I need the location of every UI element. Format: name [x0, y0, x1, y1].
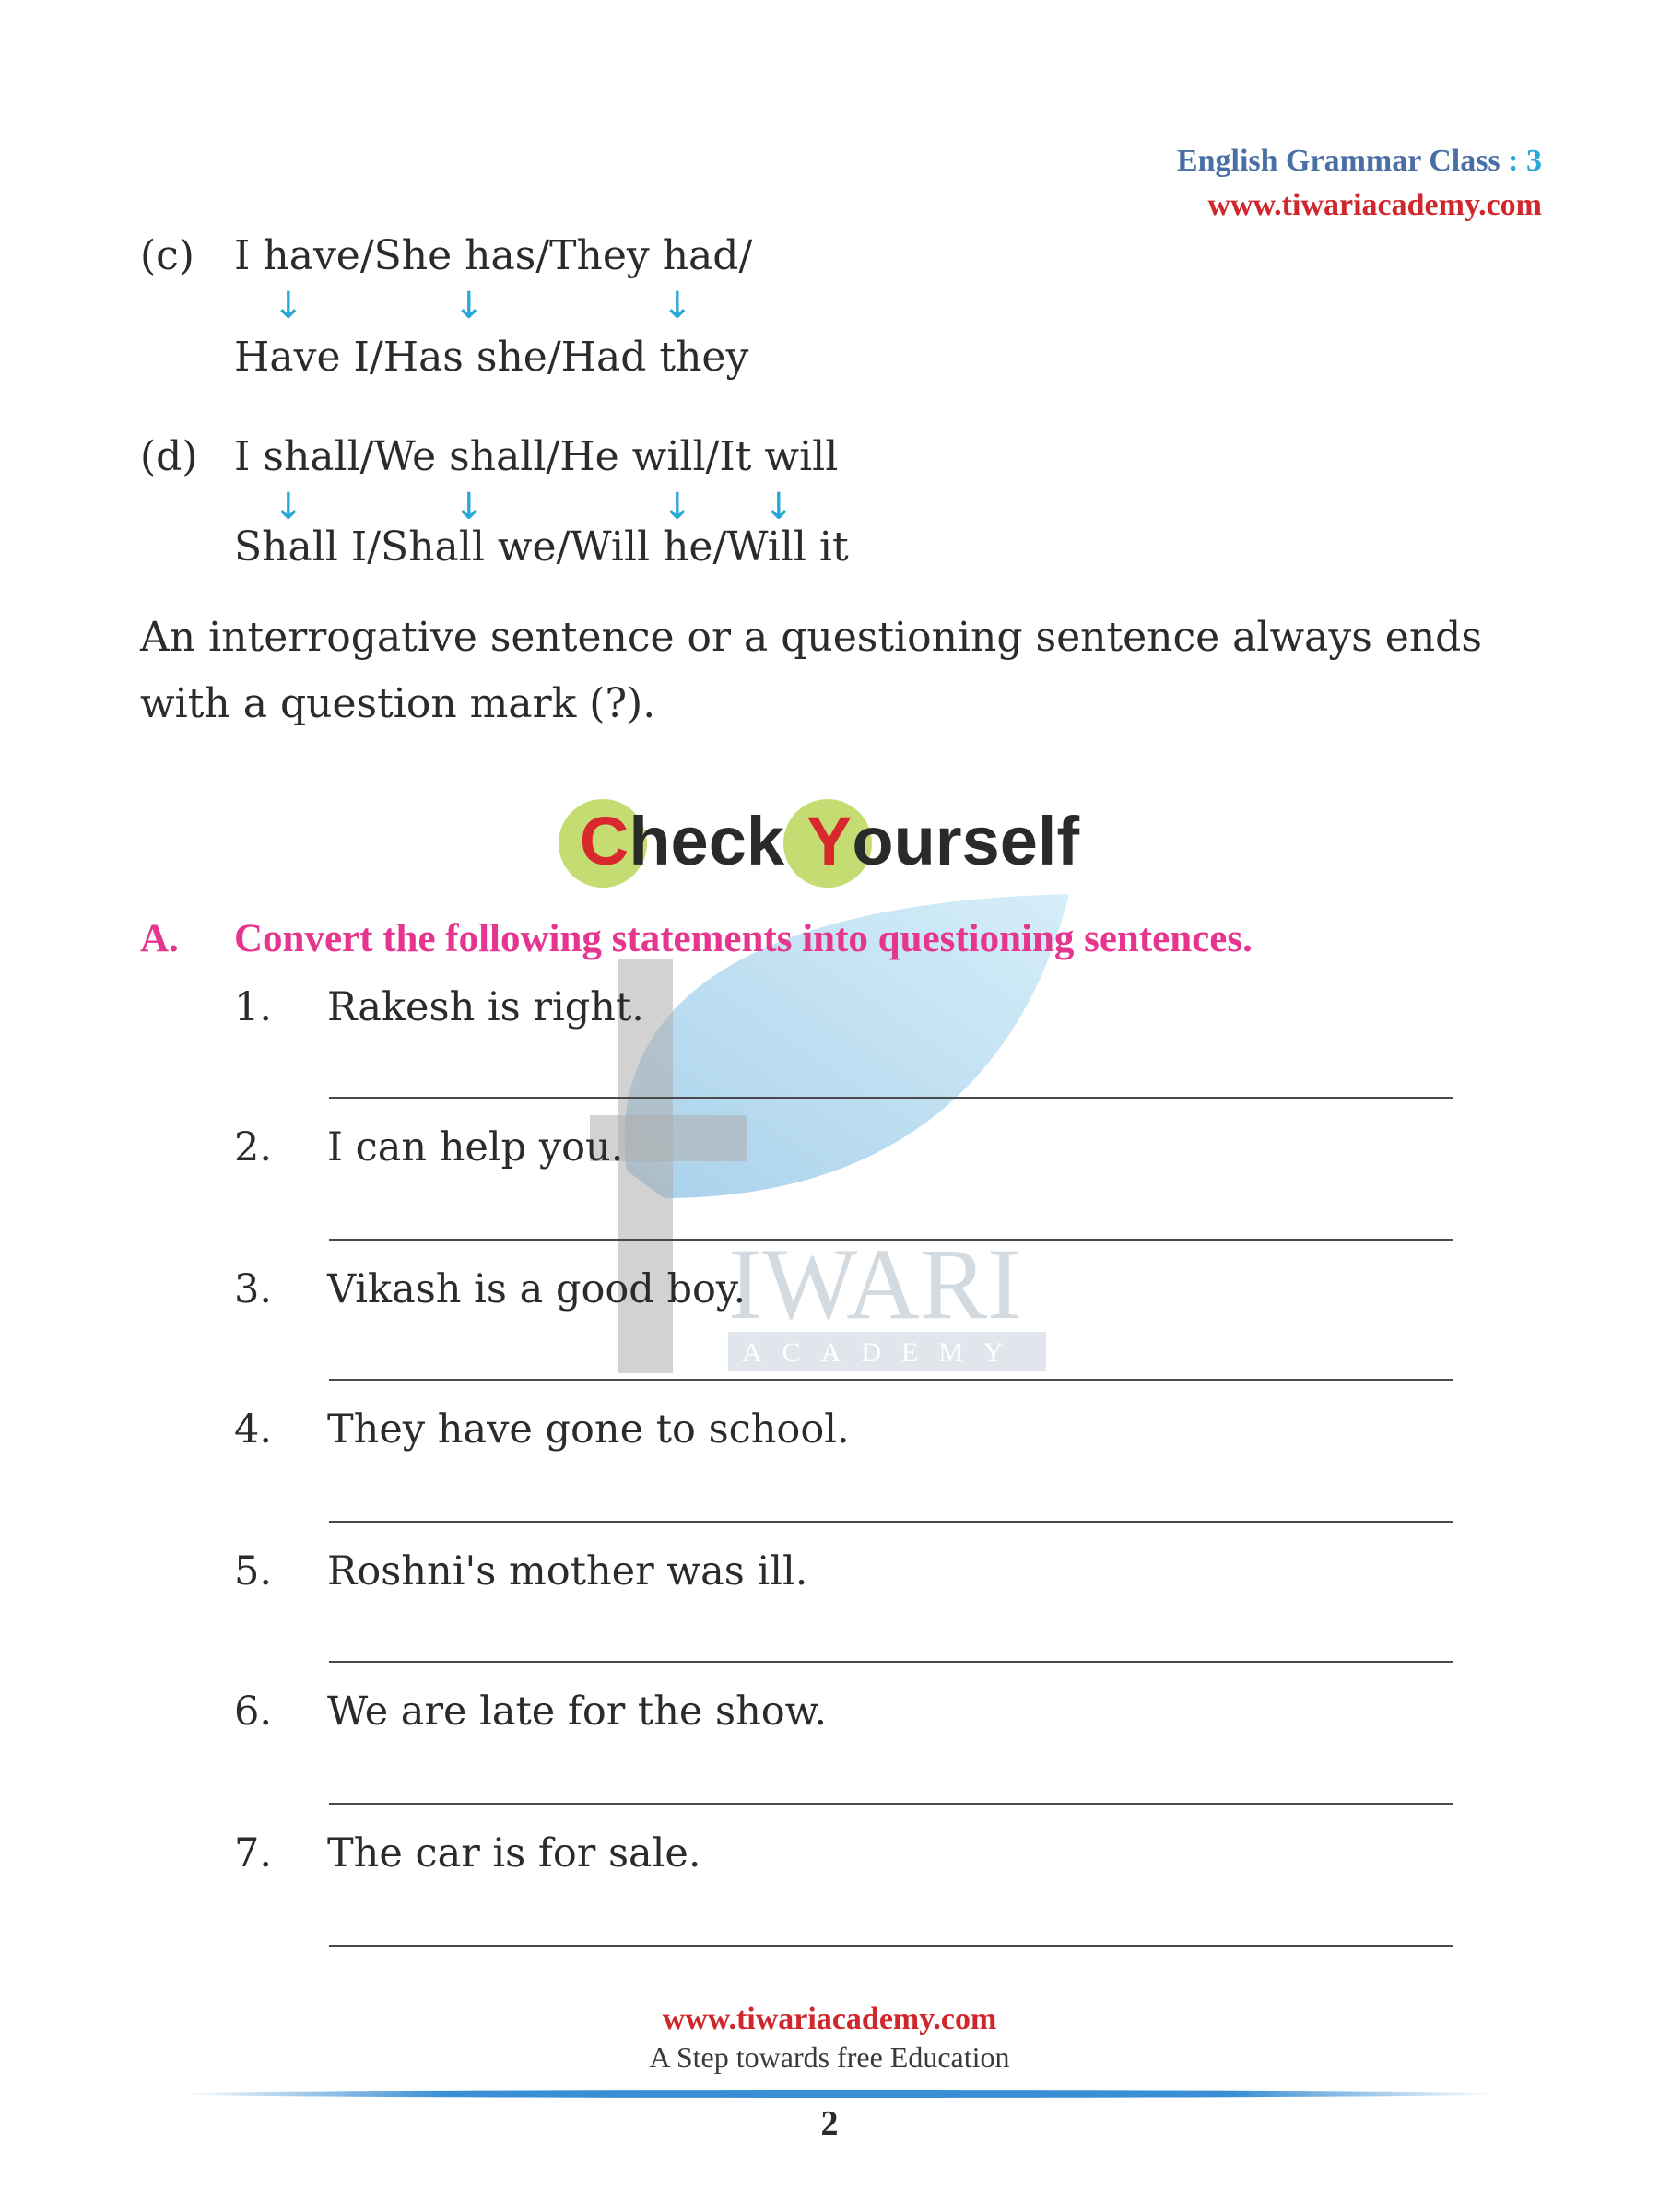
question-number: 6.: [234, 1688, 273, 1735]
question-number: 4.: [234, 1406, 273, 1453]
section-a-instruction: Convert the following statements into questioning sentences.: [234, 917, 1253, 960]
header-title-text: English Grammar Class: [1176, 144, 1500, 178]
example-d-question: Shall I/Shall we/Will he/Will it: [234, 524, 849, 571]
question-number: 1.: [234, 984, 273, 1030]
footer-tagline: A Step towards free Education: [649, 2041, 1010, 2074]
arrow-down-icon: ↓: [662, 486, 693, 528]
answer-line[interactable]: [329, 1521, 1453, 1523]
question-number: 3.: [234, 1266, 273, 1312]
heading-initial-c: C: [579, 803, 629, 879]
footer-divider: [180, 2090, 1498, 2098]
example-c-question: Have I/Has she/Had they: [234, 334, 749, 381]
question-text: Vikash is a good boy.: [327, 1266, 747, 1312]
arrow-down-icon: ↓: [273, 285, 304, 327]
arrow-down-icon: ↓: [273, 486, 304, 528]
question-number: 7.: [234, 1830, 273, 1877]
heading-rest-yourself: ourself: [852, 803, 1080, 879]
header-url: www.tiwariacademy.com: [1207, 188, 1542, 222]
question-text: They have gone to school.: [327, 1406, 850, 1453]
example-d-label: (d): [140, 433, 198, 480]
arrow-down-icon: ↓: [662, 285, 693, 327]
question-number: 2.: [234, 1124, 273, 1171]
header-title-separator: :: [1500, 144, 1526, 178]
answer-line[interactable]: [329, 1803, 1453, 1805]
example-d-statement: I shall/We shall/He will/It will: [234, 433, 839, 480]
interrogative-note: An interrogative sentence or a questioning sentence always ends with a question mark (?).: [140, 614, 1482, 727]
question-number: 5.: [234, 1548, 273, 1594]
heading-rest-check: heck: [629, 803, 785, 879]
question-text: Roshni's mother was ill.: [327, 1548, 808, 1594]
heading-initial-y: Y: [806, 803, 853, 879]
answer-line[interactable]: [329, 1379, 1453, 1381]
header-title: [1177, 144, 1542, 179]
answer-line[interactable]: [329, 1945, 1453, 1947]
watermark-word: IWARI: [728, 1228, 1021, 1340]
answer-line[interactable]: [329, 1239, 1453, 1241]
arrow-down-icon: ↓: [763, 486, 794, 528]
header-class-number: 3: [1526, 144, 1542, 178]
page-number: 2: [820, 2104, 839, 2143]
question-text: I can help you.: [327, 1124, 624, 1171]
question-text: Rakesh is right.: [327, 984, 644, 1030]
footer-url: www.tiwariacademy.com: [662, 2002, 997, 2036]
example-c-label: (c): [140, 232, 194, 279]
arrow-down-icon: ↓: [453, 486, 485, 528]
arrow-down-icon: ↓: [453, 285, 485, 327]
question-text: The car is for sale.: [327, 1830, 701, 1877]
question-text: We are late for the show.: [327, 1688, 828, 1735]
watermark-sub: ACADEMY: [742, 1337, 1024, 1368]
check-yourself-heading: [0, 802, 1659, 880]
section-a-label: A.: [140, 917, 179, 960]
answer-line[interactable]: [329, 1661, 1453, 1663]
example-c-statement: I have/She has/They had/: [234, 232, 753, 279]
answer-line[interactable]: [329, 1097, 1453, 1099]
